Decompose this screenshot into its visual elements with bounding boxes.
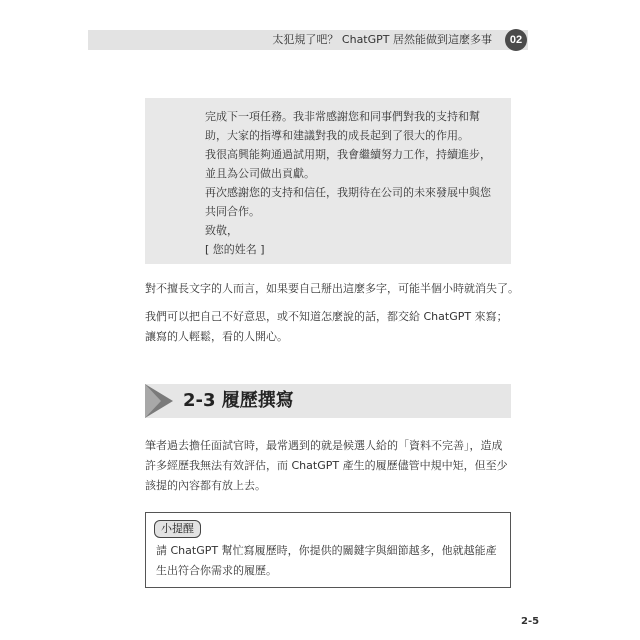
letter-line: 致敬，	[205, 224, 238, 237]
tip-line: 生出符合你需求的履歷。	[156, 564, 277, 577]
paragraph-line: 筆者過去擔任面試官時，最常遇到的就是候選人給的「資料不完善」，造成	[145, 439, 503, 452]
chapter-badge: 02	[505, 29, 527, 51]
body-paragraph	[145, 307, 515, 347]
page-number: 2-5	[521, 616, 540, 627]
paragraph-line: 讓寫的人輕鬆，看的人開心。	[145, 330, 288, 343]
paragraph-line: 我們可以把自己不好意思，或不知道怎麼說的話，都交給 ChatGPT 來寫；	[145, 310, 508, 323]
letter-line: 共同合作。	[205, 205, 260, 218]
letter-line: [ 您的姓名 ]	[205, 243, 265, 256]
letter-line: 我很高興能夠通過試用期，我會繼續努力工作，持續進步，	[205, 148, 491, 161]
letter-excerpt-box	[145, 98, 511, 264]
letter-excerpt-text	[205, 107, 491, 259]
body-paragraph	[145, 436, 515, 496]
body-paragraph	[145, 279, 519, 299]
paragraph-line: 許多經歷我無法有效評估，而 ChatGPT 產生的履歷儘管中規中矩，但至少	[145, 459, 508, 472]
section-heading	[145, 384, 511, 418]
paragraph-line: 對不擅長文字的人而言，如果要自己掰出這麼多字，可能半個小時就消失了。	[145, 282, 519, 295]
tip-box	[145, 512, 511, 588]
paragraph-line: 該提的內容都有放上去。	[145, 479, 266, 492]
letter-line: 再次感謝您的支持和信任，我期待在公司的未來發展中與您	[205, 186, 491, 199]
tip-label: 小提醒	[154, 520, 201, 538]
section-marker-accent-icon	[145, 384, 161, 418]
running-header	[88, 30, 528, 50]
tip-line: 請 ChatGPT 幫忙寫履歷時，你提供的關鍵字與細節越多，他就越能產	[156, 544, 497, 557]
running-header-title: 太犯規了吧？ ChatGPT 居然能做到這麼多事	[272, 33, 492, 46]
section-title: 2-3 履歷撰寫	[183, 390, 294, 411]
letter-line: 助，大家的指導和建議對我的成長起到了很大的作用。	[205, 129, 469, 142]
tip-text	[156, 541, 497, 581]
letter-line: 完成下一項任務。我非常感謝您和同事們對我的支持和幫	[205, 110, 480, 123]
letter-line: 並且為公司做出貢獻。	[205, 167, 315, 180]
